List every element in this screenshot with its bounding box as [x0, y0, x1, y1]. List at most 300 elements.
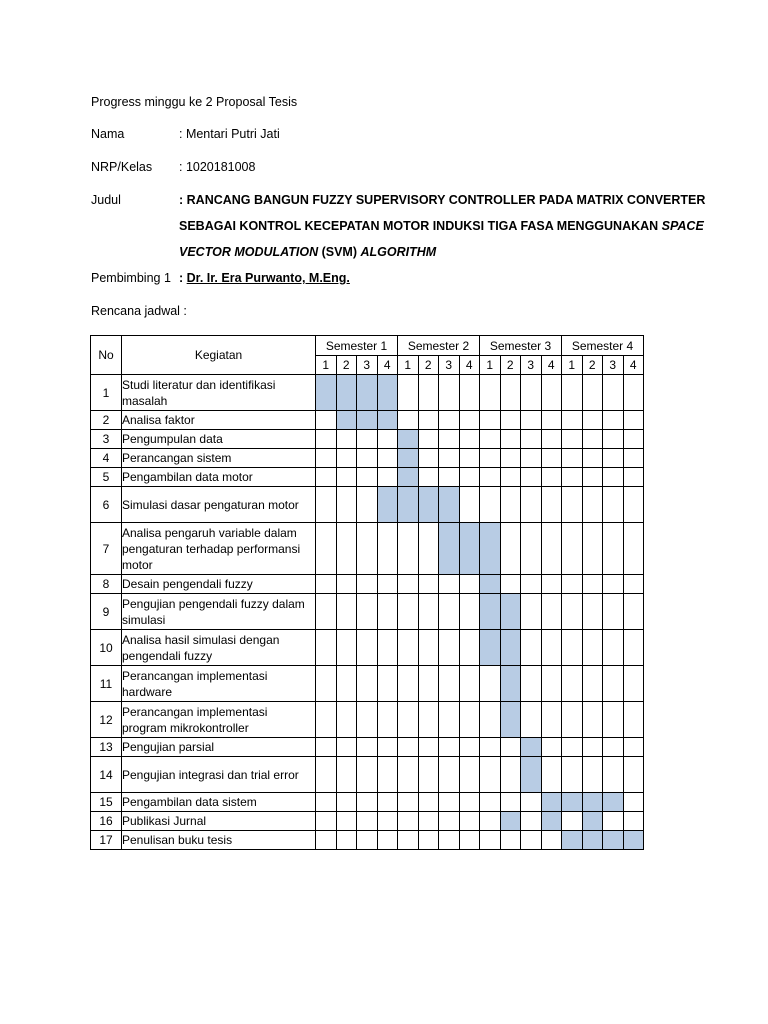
- schedule-cell: [562, 430, 583, 449]
- schedule-cell: [357, 738, 378, 757]
- schedule-cell: [480, 468, 501, 487]
- schedule-cell: [316, 757, 337, 793]
- schedule-cell: [418, 812, 439, 831]
- row-kegiatan: Pengambilan data sistem: [122, 793, 316, 812]
- judul-line-3-svm: (SVM): [318, 245, 361, 259]
- schedule-cell: [357, 793, 378, 812]
- row-number: 9: [91, 594, 122, 630]
- schedule-cell: [480, 430, 501, 449]
- schedule-cell: [459, 575, 480, 594]
- schedule-cell-filled: [480, 630, 501, 666]
- row-kegiatan: Perancangan sistem: [122, 449, 316, 468]
- table-row: [91, 594, 644, 630]
- week-header-s4-w3: 3: [603, 356, 624, 375]
- schedule-cell-filled: [500, 630, 521, 666]
- week-header-s4-w4: 4: [623, 356, 644, 375]
- schedule-cell: [541, 449, 562, 468]
- row-kegiatan: Publikasi Jurnal: [122, 812, 316, 831]
- row-kegiatan: Analisa pengaruh variable dalam pengaturan terhadap performansi motor: [122, 523, 316, 575]
- nama-label: Nama: [91, 127, 125, 141]
- week-header-s3-w3: 3: [521, 356, 542, 375]
- schedule-cell: [500, 430, 521, 449]
- schedule-cell: [459, 793, 480, 812]
- table-row: [91, 411, 644, 430]
- schedule-cell: [459, 449, 480, 468]
- schedule-cell: [398, 375, 419, 411]
- schedule-cell: [439, 738, 460, 757]
- col-no-header: No: [91, 336, 122, 375]
- judul-line-3-italic-a: VECTOR MODULATION: [179, 245, 319, 259]
- schedule-cell: [439, 812, 460, 831]
- schedule-cell: [480, 812, 501, 831]
- schedule-cell: [582, 757, 603, 793]
- schedule-cell: [459, 375, 480, 411]
- schedule-cell: [316, 468, 337, 487]
- schedule-cell-filled: [398, 430, 419, 449]
- schedule-cell: [439, 757, 460, 793]
- schedule-cell: [562, 738, 583, 757]
- row-number: 17: [91, 831, 122, 850]
- pembimbing-label: Pembimbing 1: [91, 271, 171, 285]
- schedule-cell: [336, 793, 357, 812]
- schedule-cell: [418, 702, 439, 738]
- schedule-cell: [377, 630, 398, 666]
- schedule-cell: [582, 594, 603, 630]
- schedule-cell: [603, 738, 624, 757]
- schedule-cell: [541, 411, 562, 430]
- schedule-cell: [316, 793, 337, 812]
- row-number: 13: [91, 738, 122, 757]
- schedule-cell: [521, 575, 542, 594]
- schedule-cell: [500, 411, 521, 430]
- row-number: 16: [91, 812, 122, 831]
- judul-label: Judul: [91, 193, 121, 207]
- schedule-cell: [623, 630, 644, 666]
- schedule-cell: [500, 449, 521, 468]
- schedule-cell: [336, 831, 357, 850]
- schedule-cell: [500, 487, 521, 523]
- judul-line-2: [179, 219, 704, 233]
- schedule-cell: [623, 411, 644, 430]
- schedule-cell: [623, 375, 644, 411]
- schedule-cell: [357, 666, 378, 702]
- schedule-cell-filled: [377, 411, 398, 430]
- schedule-cell: [418, 375, 439, 411]
- schedule-cell: [480, 487, 501, 523]
- schedule-cell: [459, 831, 480, 850]
- schedule-cell: [336, 523, 357, 575]
- schedule-cell: [623, 793, 644, 812]
- schedule-cell: [480, 666, 501, 702]
- schedule-cell: [480, 449, 501, 468]
- schedule-cell: [562, 594, 583, 630]
- schedule-cell: [459, 594, 480, 630]
- schedule-cell: [336, 666, 357, 702]
- table-row: [91, 812, 644, 831]
- judul-line-2-main: SEBAGAI KONTROL KECEPATAN MOTOR INDUKSI TIGA FASA MENGGUNAKAN: [179, 219, 662, 233]
- schedule-cell: [521, 487, 542, 523]
- schedule-cell: [582, 449, 603, 468]
- schedule-table: [90, 335, 644, 850]
- schedule-cell: [623, 594, 644, 630]
- schedule-cell: [439, 831, 460, 850]
- table-row: [91, 487, 644, 523]
- schedule-cell: [603, 487, 624, 523]
- row-kegiatan: Pengujian pengendali fuzzy dalam simulasi: [122, 594, 316, 630]
- row-number: 11: [91, 666, 122, 702]
- schedule-cell: [398, 594, 419, 630]
- schedule-cell: [603, 702, 624, 738]
- schedule-cell: [439, 411, 460, 430]
- schedule-cell: [541, 594, 562, 630]
- schedule-cell: [603, 468, 624, 487]
- schedule-cell: [357, 487, 378, 523]
- schedule-cell: [562, 523, 583, 575]
- schedule-cell: [623, 430, 644, 449]
- schedule-cell: [377, 523, 398, 575]
- row-number: 7: [91, 523, 122, 575]
- col-kegiatan-header: Kegiatan: [122, 336, 316, 375]
- row-kegiatan: Pengujian parsial: [122, 738, 316, 757]
- schedule-cell: [316, 702, 337, 738]
- schedule-cell: [336, 738, 357, 757]
- week-header-s3-w2: 2: [500, 356, 521, 375]
- schedule-cell: [582, 523, 603, 575]
- schedule-cell: [316, 594, 337, 630]
- schedule-cell-filled: [623, 831, 644, 850]
- schedule-cell: [603, 430, 624, 449]
- schedule-cell: [459, 630, 480, 666]
- row-kegiatan: Analisa faktor: [122, 411, 316, 430]
- schedule-cell-filled: [500, 702, 521, 738]
- schedule-cell: [521, 430, 542, 449]
- schedule-cell: [603, 375, 624, 411]
- schedule-cell: [357, 523, 378, 575]
- schedule-cell: [623, 523, 644, 575]
- schedule-cell: [623, 702, 644, 738]
- schedule-cell: [377, 468, 398, 487]
- schedule-cell: [377, 793, 398, 812]
- schedule-cell: [541, 430, 562, 449]
- schedule-cell: [377, 449, 398, 468]
- row-number: 14: [91, 757, 122, 793]
- schedule-cell: [500, 375, 521, 411]
- schedule-cell: [316, 487, 337, 523]
- schedule-cell: [357, 831, 378, 850]
- schedule-cell: [357, 468, 378, 487]
- week-header-s2-w1: 1: [398, 356, 419, 375]
- schedule-cell: [500, 523, 521, 575]
- row-number: 1: [91, 375, 122, 411]
- schedule-cell: [459, 757, 480, 793]
- schedule-cell: [603, 812, 624, 831]
- semester-header-row: [91, 336, 644, 356]
- judul-line-1: : RANCANG BANGUN FUZZY SUPERVISORY CONTROLLER PADA MATRIX CONVERTER: [179, 193, 706, 207]
- schedule-cell-filled: [377, 375, 398, 411]
- schedule-cell: [418, 575, 439, 594]
- schedule-cell-filled: [357, 411, 378, 430]
- row-number: 3: [91, 430, 122, 449]
- schedule-cell: [336, 430, 357, 449]
- row-kegiatan: Pengujian integrasi dan trial error: [122, 757, 316, 793]
- schedule-cell: [336, 487, 357, 523]
- schedule-cell: [336, 812, 357, 831]
- schedule-cell: [521, 468, 542, 487]
- row-kegiatan: Perancangan implementasi hardware: [122, 666, 316, 702]
- schedule-cell: [377, 575, 398, 594]
- schedule-body: [91, 375, 644, 850]
- schedule-cell: [603, 575, 624, 594]
- week-header-s1-w3: 3: [357, 356, 378, 375]
- schedule-cell: [603, 666, 624, 702]
- week-header-s1-w4: 4: [377, 356, 398, 375]
- schedule-cell: [541, 831, 562, 850]
- schedule-cell-filled: [480, 523, 501, 575]
- schedule-cell: [316, 523, 337, 575]
- schedule-cell: [562, 411, 583, 430]
- schedule-cell: [541, 757, 562, 793]
- table-row: [91, 523, 644, 575]
- schedule-cell: [480, 831, 501, 850]
- schedule-cell: [439, 430, 460, 449]
- schedule-cell: [336, 757, 357, 793]
- schedule-cell: [521, 831, 542, 850]
- schedule-cell: [357, 757, 378, 793]
- table-row: [91, 375, 644, 411]
- schedule-cell: [398, 757, 419, 793]
- schedule-cell-filled: [541, 793, 562, 812]
- schedule-cell: [459, 738, 480, 757]
- schedule-cell: [562, 702, 583, 738]
- schedule-cell: [336, 575, 357, 594]
- schedule-cell: [480, 375, 501, 411]
- schedule-cell: [500, 575, 521, 594]
- judul-row: [91, 193, 705, 207]
- schedule-cell: [336, 449, 357, 468]
- schedule-cell-filled: [603, 793, 624, 812]
- schedule-cell: [521, 523, 542, 575]
- row-number: 4: [91, 449, 122, 468]
- schedule-cell: [623, 812, 644, 831]
- schedule-cell: [480, 793, 501, 812]
- schedule-cell: [521, 702, 542, 738]
- schedule-cell: [480, 757, 501, 793]
- schedule-cell: [336, 630, 357, 666]
- schedule-cell: [377, 831, 398, 850]
- schedule-cell: [582, 487, 603, 523]
- schedule-cell: [398, 812, 419, 831]
- row-number: 10: [91, 630, 122, 666]
- rencana-jadwal-label: Rencana jadwal :: [91, 304, 187, 318]
- schedule-cell-filled: [316, 375, 337, 411]
- schedule-cell-filled: [357, 375, 378, 411]
- schedule-cell: [418, 468, 439, 487]
- schedule-cell: [316, 738, 337, 757]
- schedule-cell: [357, 594, 378, 630]
- schedule-cell: [582, 411, 603, 430]
- schedule-cell: [336, 594, 357, 630]
- schedule-cell: [357, 575, 378, 594]
- schedule-cell-filled: [439, 523, 460, 575]
- schedule-cell-filled: [582, 812, 603, 831]
- schedule-cell-filled: [582, 831, 603, 850]
- schedule-cell: [562, 666, 583, 702]
- schedule-cell: [316, 449, 337, 468]
- week-header-s1-w1: 1: [316, 356, 337, 375]
- schedule-cell: [439, 793, 460, 812]
- schedule-cell-filled: [500, 812, 521, 831]
- schedule-cell-filled: [562, 793, 583, 812]
- schedule-cell: [459, 411, 480, 430]
- schedule-cell-filled: [439, 487, 460, 523]
- table-row: [91, 666, 644, 702]
- schedule-cell: [398, 523, 419, 575]
- schedule-cell: [623, 487, 644, 523]
- schedule-cell: [623, 575, 644, 594]
- schedule-cell: [418, 757, 439, 793]
- schedule-cell: [377, 594, 398, 630]
- nama-row: [91, 127, 280, 141]
- nrp-value: : 1020181008: [179, 160, 256, 174]
- schedule-cell: [357, 702, 378, 738]
- schedule-cell-filled: [377, 487, 398, 523]
- schedule-cell: [480, 411, 501, 430]
- schedule-cell: [562, 630, 583, 666]
- schedule-cell: [398, 411, 419, 430]
- schedule-cell: [480, 738, 501, 757]
- schedule-cell: [418, 630, 439, 666]
- schedule-cell: [562, 812, 583, 831]
- schedule-cell: [316, 812, 337, 831]
- table-row: [91, 793, 644, 812]
- row-kegiatan: Perancangan implementasi program mikrokontroller: [122, 702, 316, 738]
- schedule-cell-filled: [336, 375, 357, 411]
- row-kegiatan: Penulisan buku tesis: [122, 831, 316, 850]
- week-header-s2-w4: 4: [459, 356, 480, 375]
- schedule-cell: [439, 702, 460, 738]
- schedule-cell: [541, 702, 562, 738]
- schedule-cell-filled: [541, 812, 562, 831]
- schedule-cell: [603, 411, 624, 430]
- table-row: [91, 738, 644, 757]
- table-row: [91, 430, 644, 449]
- schedule-cell: [439, 575, 460, 594]
- table-row: [91, 468, 644, 487]
- schedule-cell: [582, 630, 603, 666]
- schedule-cell-filled: [336, 411, 357, 430]
- schedule-cell: [336, 702, 357, 738]
- semester-2-header: Semester 2: [398, 336, 480, 356]
- schedule-cell: [603, 630, 624, 666]
- row-number: 5: [91, 468, 122, 487]
- schedule-cell: [603, 757, 624, 793]
- schedule-cell: [398, 575, 419, 594]
- schedule-cell: [500, 831, 521, 850]
- schedule-cell: [398, 630, 419, 666]
- schedule-cell: [398, 702, 419, 738]
- schedule-cell: [418, 594, 439, 630]
- pembimbing-colon: :: [179, 271, 187, 285]
- schedule-cell-filled: [480, 575, 501, 594]
- row-kegiatan: Analisa hasil simulasi dengan pengendali fuzzy: [122, 630, 316, 666]
- schedule-cell: [623, 449, 644, 468]
- schedule-cell: [459, 430, 480, 449]
- schedule-cell: [562, 575, 583, 594]
- schedule-cell: [541, 523, 562, 575]
- schedule-cell: [541, 738, 562, 757]
- schedule-cell: [603, 594, 624, 630]
- schedule-cell: [357, 430, 378, 449]
- schedule-cell: [316, 666, 337, 702]
- schedule-cell: [582, 430, 603, 449]
- schedule-cell: [377, 812, 398, 831]
- schedule-cell: [418, 738, 439, 757]
- document-title: Progress minggu ke 2 Proposal Tesis: [91, 95, 298, 109]
- nrp-row: [91, 160, 255, 174]
- schedule-cell-filled: [521, 757, 542, 793]
- schedule-cell: [541, 575, 562, 594]
- schedule-cell-filled: [521, 738, 542, 757]
- schedule-cell: [582, 375, 603, 411]
- schedule-cell: [377, 702, 398, 738]
- schedule-cell: [439, 449, 460, 468]
- week-header-s4-w2: 2: [582, 356, 603, 375]
- schedule-cell: [521, 449, 542, 468]
- schedule-cell: [521, 793, 542, 812]
- schedule-cell: [500, 468, 521, 487]
- schedule-cell: [541, 468, 562, 487]
- schedule-cell: [439, 375, 460, 411]
- schedule-cell: [582, 468, 603, 487]
- judul-line-2-italic: SPACE: [661, 219, 704, 233]
- schedule-cell: [521, 594, 542, 630]
- week-header-s3-w4: 4: [541, 356, 562, 375]
- semester-4-header: Semester 4: [562, 336, 644, 356]
- schedule-cell: [377, 738, 398, 757]
- schedule-cell: [459, 666, 480, 702]
- schedule-cell: [459, 812, 480, 831]
- row-number: 15: [91, 793, 122, 812]
- schedule-cell: [439, 468, 460, 487]
- schedule-cell: [316, 411, 337, 430]
- schedule-cell: [541, 666, 562, 702]
- table-row: [91, 575, 644, 594]
- schedule-cell: [521, 812, 542, 831]
- schedule-cell-filled: [500, 666, 521, 702]
- schedule-cell: [316, 630, 337, 666]
- row-kegiatan: Simulasi dasar pengaturan motor: [122, 487, 316, 523]
- schedule-cell: [500, 738, 521, 757]
- schedule-cell: [459, 468, 480, 487]
- pembimbing-row: [91, 271, 350, 285]
- schedule-cell: [418, 523, 439, 575]
- schedule-cell: [439, 630, 460, 666]
- schedule-cell-filled: [562, 831, 583, 850]
- schedule-cell: [418, 430, 439, 449]
- schedule-cell: [582, 575, 603, 594]
- schedule-cell: [459, 487, 480, 523]
- schedule-cell: [439, 666, 460, 702]
- schedule-cell: [582, 702, 603, 738]
- schedule-cell-filled: [500, 594, 521, 630]
- schedule-cell-filled: [418, 487, 439, 523]
- semester-1-header: Semester 1: [316, 336, 398, 356]
- nama-value: : Mentari Putri Jati: [179, 127, 280, 141]
- row-kegiatan: Studi literatur dan identifikasi masalah: [122, 375, 316, 411]
- week-header-s1-w2: 2: [336, 356, 357, 375]
- schedule-cell: [623, 666, 644, 702]
- schedule-cell: [357, 449, 378, 468]
